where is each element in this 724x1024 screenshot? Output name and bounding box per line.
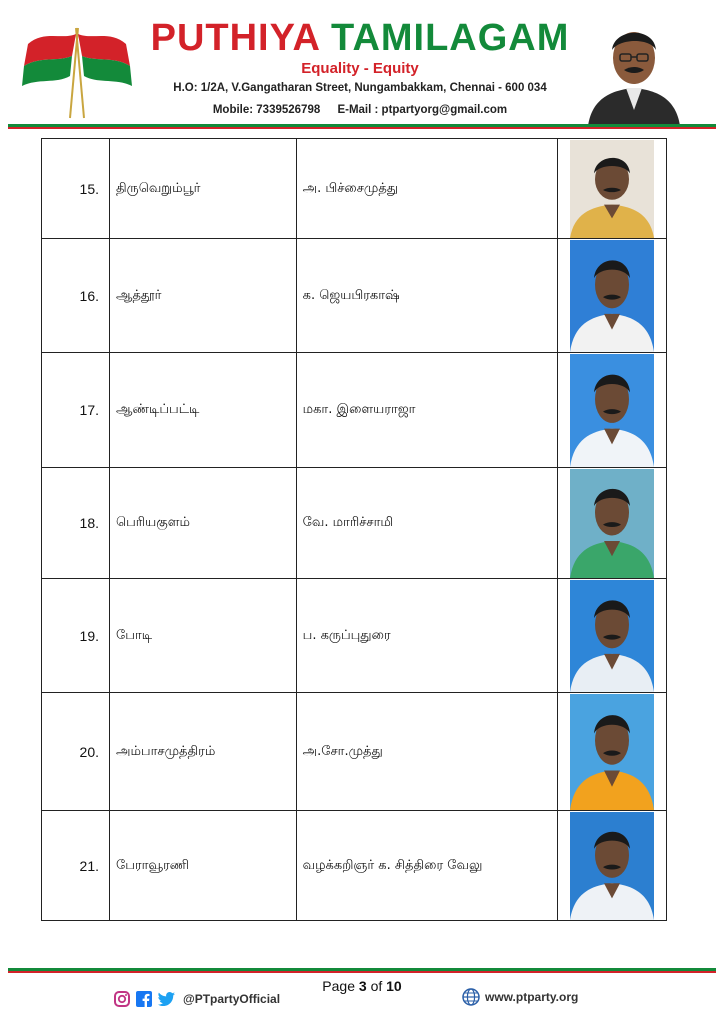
candidate-name: வே. மாரிச்சாமி: [296, 468, 557, 579]
table-row: [42, 579, 667, 693]
candidate-photo-cell: [557, 239, 666, 353]
party-name: [140, 16, 580, 60]
globe-icon: [462, 988, 480, 1006]
table-row: [42, 239, 667, 353]
serial-number: 18.: [42, 468, 110, 579]
constituency-name: பெரியகுளம்: [110, 468, 297, 579]
constituency-name: போடி: [110, 579, 297, 693]
candidate-name: ப. கருப்புதுரை: [296, 579, 557, 693]
leader-portrait: [586, 14, 682, 126]
twitter-icon[interactable]: [158, 992, 175, 1006]
social-handle[interactable]: @PTpartyOfficial: [183, 992, 281, 1006]
party-flags-logo: [22, 22, 132, 122]
table-row: [42, 468, 667, 579]
contact-line: [140, 104, 580, 116]
candidate-table: [41, 138, 667, 921]
candidate-photo: [570, 354, 654, 467]
candidate-photo-cell: [557, 468, 666, 579]
header-divider: [8, 124, 716, 129]
candidate-photo-cell: [557, 811, 666, 921]
candidate-photo: [570, 469, 654, 578]
website-url[interactable]: www.ptparty.org: [485, 990, 579, 1004]
candidate-name: அ.சோ.முத்து: [296, 693, 557, 811]
mobile-number: Mobile: 7339526798: [212, 104, 321, 116]
candidate-name: வழக்கறிஞர் க. சித்திரை வேலு: [296, 811, 557, 921]
candidate-photo: [570, 812, 654, 920]
candidate-photo: [570, 580, 654, 692]
serial-number: 16.: [42, 239, 110, 353]
candidate-photo: [570, 240, 654, 352]
page-number: Page 3 of 10: [322, 978, 402, 994]
candidate-photo-cell: [557, 139, 666, 239]
table-row: [42, 811, 667, 921]
candidate-name: மகா. இளையராஜா: [296, 353, 557, 468]
footer-divider: [8, 968, 716, 973]
constituency-name: ஆத்தூர்: [110, 239, 297, 353]
social-links: [114, 990, 280, 1008]
candidate-photo-cell: [557, 693, 666, 811]
party-name-word1: PUTHIYA: [150, 17, 320, 59]
constituency-name: பேராவூரணி: [110, 811, 297, 921]
candidate-photo: [570, 140, 654, 238]
candidate-photo-cell: [557, 579, 666, 693]
serial-number: 17.: [42, 353, 110, 468]
serial-number: 20.: [42, 693, 110, 811]
constituency-name: அம்பாசமுத்திரம்: [110, 693, 297, 811]
candidate-photo-cell: [557, 353, 666, 468]
serial-number: 21.: [42, 811, 110, 921]
constituency-name: திருவெறும்பூர்: [110, 139, 297, 239]
table-row: [42, 693, 667, 811]
serial-number: 19.: [42, 579, 110, 693]
candidate-photo: [570, 694, 654, 810]
table-row: [42, 139, 667, 239]
facebook-icon[interactable]: [136, 991, 152, 1007]
constituency-name: ஆண்டிப்பட்டி: [110, 353, 297, 468]
email-address: E-Mail : ptpartyorg@gmail.com: [337, 104, 508, 116]
candidate-name: அ. பிச்சைமுத்து: [296, 139, 557, 239]
head-office-address: H.O: 1/2A, V.Gangatharan Street, Nungambakkam, Chennai - 600 034: [173, 82, 547, 94]
letterhead: [0, 0, 724, 130]
table-row: [42, 353, 667, 468]
website-link[interactable]: [462, 988, 578, 1006]
candidate-name: க. ஜெயபிரகாஷ்: [296, 239, 557, 353]
serial-number: 15.: [42, 139, 110, 239]
total-pages: 10: [386, 978, 402, 994]
party-name-word2: TAMILAGAM: [331, 17, 570, 59]
tagline: Equality - Equity: [301, 60, 419, 77]
current-page: 3: [358, 978, 367, 994]
instagram-icon[interactable]: [114, 991, 130, 1007]
